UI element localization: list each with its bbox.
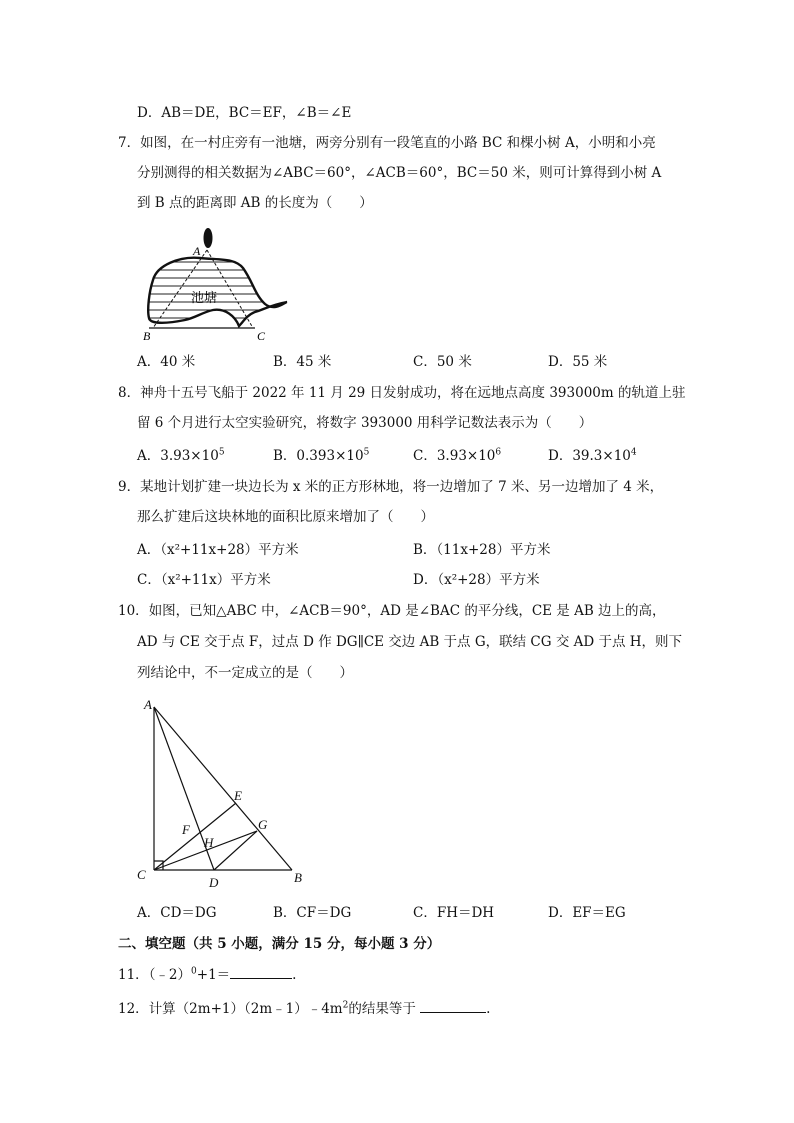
label-a: A <box>193 244 201 258</box>
question-text: 神舟十五号飞船于 2022 年 11 月 29 日发射成功，将在远地点高度 393000m 的轨道上驻 <box>140 385 686 401</box>
q8-line2: 留 6 个月进行太空实验研究，将数字 393000 用科学记数法表示为（ ） <box>137 415 593 431</box>
q8-line1 <box>118 383 685 403</box>
option-label: D． <box>137 105 162 121</box>
pond-label: 池塘 <box>191 290 218 305</box>
option-base: 3.93×10 <box>436 448 496 464</box>
option-label: B． <box>273 354 297 370</box>
exponent: 0 <box>191 966 197 977</box>
option-text: AB＝DE，BC＝EF，∠B＝∠E <box>161 105 352 121</box>
q11 <box>118 964 296 985</box>
q8-option-a <box>137 446 225 466</box>
option-base: 0.393×10 <box>296 448 364 464</box>
q10-option-a <box>137 903 217 923</box>
option-base: 3.93×10 <box>160 448 219 464</box>
option-label: B． <box>273 448 297 464</box>
q9-option-b <box>413 540 550 560</box>
option-text: 40 米 <box>160 354 196 370</box>
label-e: E <box>234 788 242 803</box>
label-g: G <box>258 817 268 832</box>
q10-line1 <box>118 601 666 621</box>
option-base: 39.3×10 <box>572 448 631 464</box>
q12 <box>118 998 490 1019</box>
q8-option-d <box>548 446 637 466</box>
q6-option-d <box>137 103 351 123</box>
label-a: A <box>144 697 152 712</box>
q9-option-a <box>137 540 299 560</box>
option-label: D． <box>413 572 438 588</box>
q7-option-c <box>413 352 472 372</box>
question-text: 如图，在一村庄旁有一池塘，两旁分别有一段笔直的小路 BC 和棵小树 A，小明和小亮 <box>140 135 656 151</box>
option-label: B． <box>413 542 437 558</box>
q9-line1 <box>118 477 663 497</box>
option-text: （x²+11x）平方米 <box>160 572 271 588</box>
q8-option-b <box>273 446 369 466</box>
section-title: 二、填空题（共 5 小题，满分 15 分，每小题 3 分） <box>118 936 441 952</box>
question-number: 12． <box>118 1001 149 1017</box>
option-text: FH＝DH <box>436 905 495 921</box>
tree-icon <box>204 228 213 248</box>
label-f: F <box>182 822 190 837</box>
option-label: D． <box>548 905 573 921</box>
question-text: 的结果等于 <box>348 1001 421 1017</box>
option-text: CF＝DG <box>296 905 352 921</box>
option-text: 55 米 <box>572 354 608 370</box>
label-b: B <box>294 870 302 885</box>
question-text: 如图，已知△ABC 中，∠ACB＝90°，AD 是∠BAC 的平分线，CE 是 AB 边上的高， <box>148 603 666 619</box>
option-text: （x²+11x+28）平方米 <box>160 542 299 558</box>
option-label: D． <box>548 448 573 464</box>
option-exponent: 6 <box>495 447 502 458</box>
option-text: （x²+28）平方米 <box>437 572 540 588</box>
question-number: 11． <box>118 967 149 983</box>
option-label: B． <box>273 905 297 921</box>
option-label: C． <box>413 448 437 464</box>
period: . <box>486 1001 491 1017</box>
option-exponent: 4 <box>630 447 637 458</box>
segment-dg <box>214 831 257 870</box>
q10-line2: AD 与 CE 交于点 F，过点 D 作 DG∥CE 交边 AB 于点 G，联结 CG 交 AD 于点 H，则下 <box>137 634 683 650</box>
question-text: +1＝ <box>196 967 231 983</box>
option-text: EF＝EG <box>572 905 626 921</box>
question-number: 8． <box>118 385 141 401</box>
question-number: 7． <box>118 135 141 151</box>
exponent: 2 <box>342 1000 349 1011</box>
option-label: A． <box>137 448 161 464</box>
option-text: CD＝DG <box>160 905 217 921</box>
q7-line3: 到 B 点的距离即 AB 的长度为（ ） <box>137 195 373 211</box>
q7-line2: 分别测得的相关数据为∠ABC＝60°，∠ACB＝60°，BC＝50 米，则可计算得到小树 A <box>137 165 662 181</box>
question-number: 10． <box>118 603 149 619</box>
label-c: C <box>257 329 266 343</box>
q7-pond-figure <box>135 220 295 345</box>
q9-line2: 那么扩建后这块林地的面积比原来增加了（ ） <box>137 509 434 525</box>
option-label: A． <box>137 542 161 558</box>
option-label: C． <box>413 905 437 921</box>
q9-option-c <box>137 570 271 590</box>
question-text: （﹣2） <box>148 967 192 983</box>
q10-option-c <box>413 903 494 923</box>
q7-line1 <box>118 133 656 153</box>
period: . <box>292 967 297 983</box>
q7-option-a <box>137 352 195 372</box>
label-h: H <box>204 835 214 850</box>
segment-ce <box>154 803 236 870</box>
q10-line3: 列结论中，不一定成立的是（ ） <box>137 665 353 681</box>
answer-blank[interactable] <box>230 964 292 979</box>
question-text: 某地计划扩建一块边长为 x 米的正方形林地，将一边增加了 7 米、另一边增加了 4 米， <box>140 479 664 495</box>
q7-option-b <box>273 352 331 372</box>
q9-option-d <box>413 570 540 590</box>
q7-option-d <box>548 352 607 372</box>
q10-triangle-figure <box>132 695 322 890</box>
q10-option-b <box>273 903 351 923</box>
segment-ab <box>154 707 292 870</box>
question-number: 9． <box>118 479 141 495</box>
q8-option-c <box>413 446 501 466</box>
option-text: 50 米 <box>436 354 472 370</box>
answer-blank[interactable] <box>420 998 486 1013</box>
q10-option-d <box>548 903 626 923</box>
option-label: D． <box>548 354 573 370</box>
option-label: C． <box>137 572 161 588</box>
option-label: C． <box>413 354 437 370</box>
label-b: B <box>143 329 151 343</box>
label-c: C <box>137 867 146 882</box>
option-exponent: 5 <box>218 447 225 458</box>
option-exponent: 5 <box>363 447 370 458</box>
option-label: A． <box>137 354 161 370</box>
option-text: 45 米 <box>296 354 332 370</box>
question-text: 计算（2m+1）（2m﹣1）﹣4m <box>148 1001 343 1017</box>
option-text: （11x+28）平方米 <box>436 542 551 558</box>
option-label: A． <box>137 905 161 921</box>
label-d: D <box>209 875 219 890</box>
